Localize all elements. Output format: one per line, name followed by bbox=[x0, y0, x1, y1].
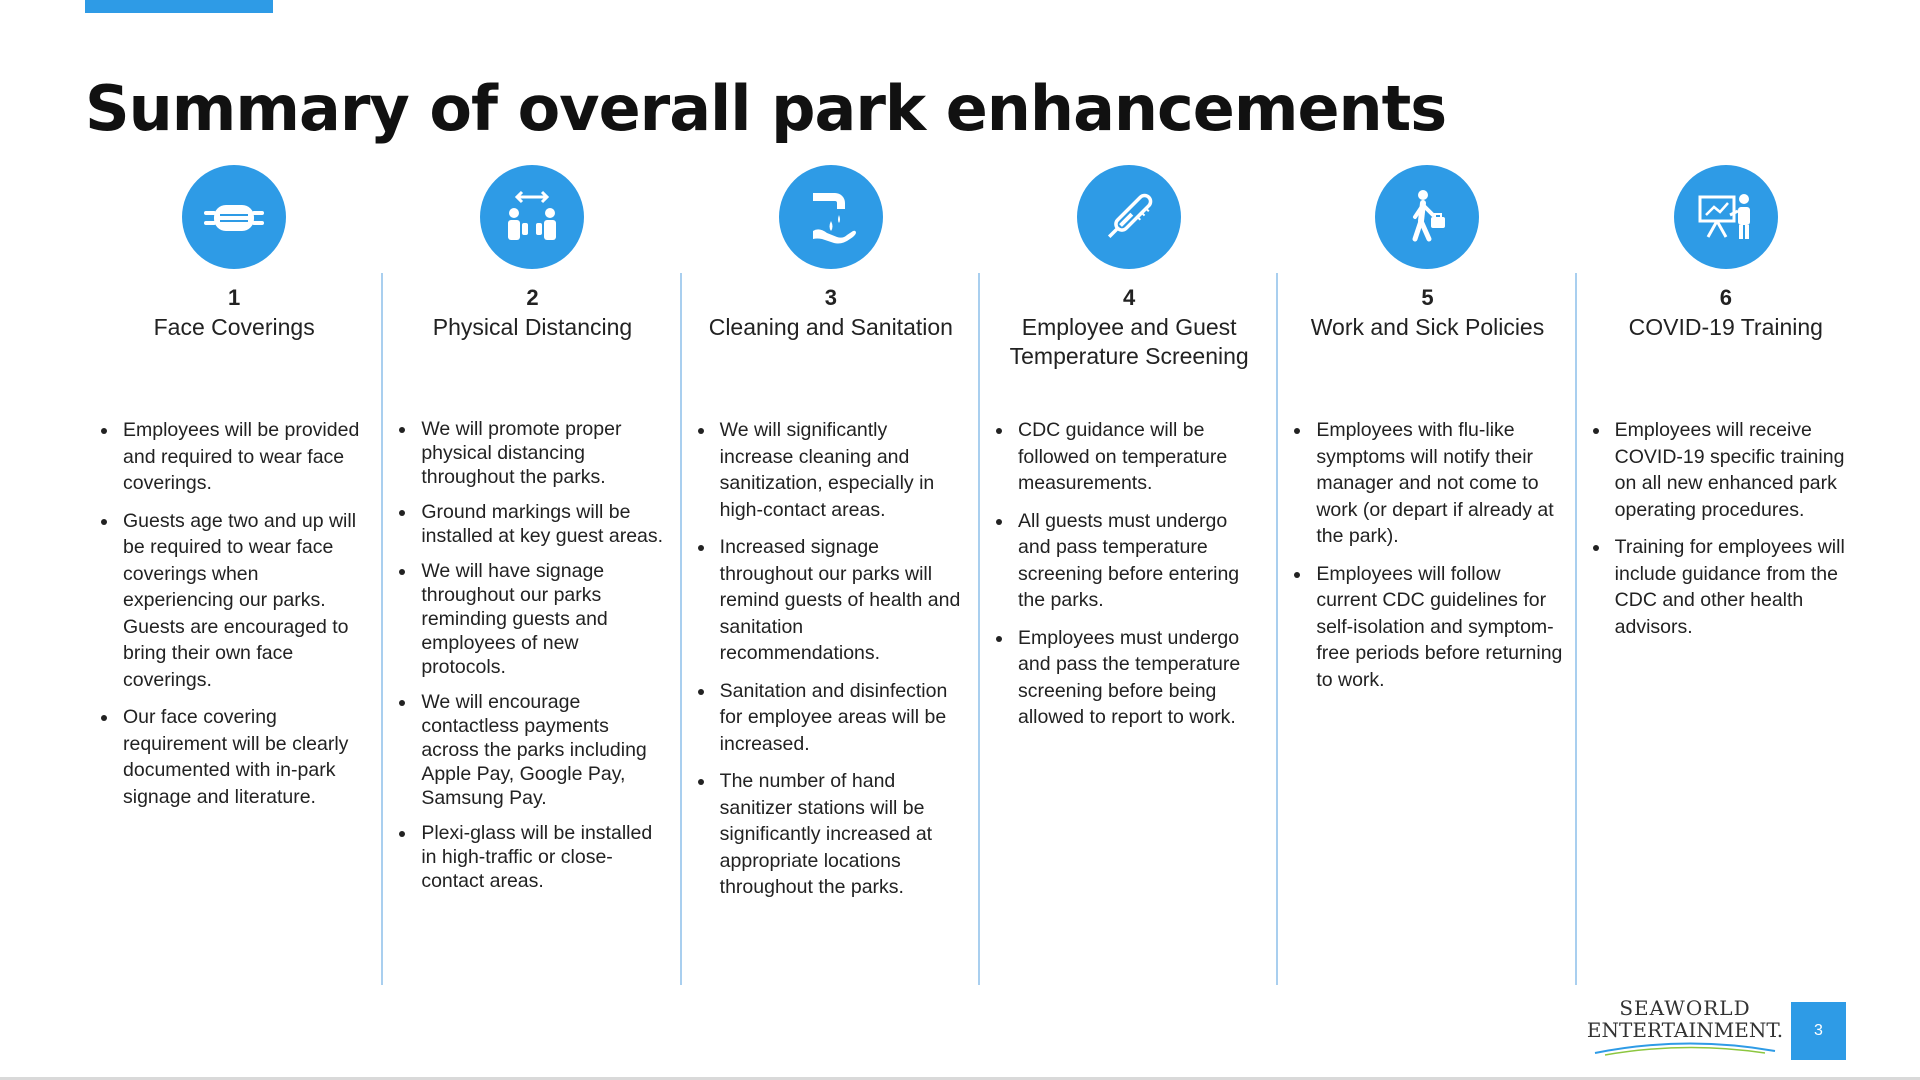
bullet-item: • Ground markings will be installed at key guest areas. bbox=[417, 500, 667, 548]
column-number: 2 bbox=[526, 285, 539, 310]
bullet-item: • Guests age two and up will be required to wear face coverings when experiencing our parks. Guests are encouraged to bring their own face coverings. bbox=[119, 508, 369, 694]
logo-swoosh bbox=[1585, 1037, 1785, 1057]
thermometer-icon bbox=[1077, 165, 1181, 269]
column-number: 3 bbox=[824, 285, 837, 310]
bullet-item: • All guests must undergo and pass temperature screening before entering the parks. bbox=[1014, 508, 1264, 614]
bullet-list bbox=[1292, 417, 1562, 693]
bullet-list bbox=[99, 417, 369, 810]
physical-distancing-icon bbox=[480, 165, 584, 269]
column-number: 1 bbox=[228, 285, 241, 310]
column-number: 6 bbox=[1719, 285, 1732, 310]
bullet-item: • Our face covering requirement will be clearly documented with in-park signage and literature. bbox=[119, 704, 369, 810]
bullet-item: • The number of hand sanitizer stations will be significantly increased at appropriate locations throughout the parks. bbox=[716, 768, 966, 901]
bullet-item: • Sanitation and disinfection for employee areas will be increased. bbox=[716, 678, 966, 758]
column-work-sick-policies bbox=[1278, 165, 1576, 985]
column-temperature-screening bbox=[980, 165, 1278, 985]
column-heading: Physical Distancing bbox=[432, 314, 633, 340]
column-face-coverings bbox=[85, 165, 383, 985]
enhancement-columns bbox=[85, 165, 1875, 985]
hand-washing-icon bbox=[779, 165, 883, 269]
column-number: 5 bbox=[1421, 285, 1434, 310]
column-covid-training bbox=[1577, 165, 1875, 985]
bullet-item: • We will promote proper physical distancing throughout the parks. bbox=[417, 417, 667, 489]
column-heading: Employee and Guest Temperature Screening bbox=[1009, 314, 1249, 369]
bullet-item: • Employees with flu-like symptoms will notify their manager and not come to work (or depart if already at the park). bbox=[1312, 417, 1562, 550]
seaworld-entertainment-logo bbox=[1585, 997, 1785, 1061]
bullet-item: • Increased signage throughout our parks will remind guests of health and sanitation recommendations. bbox=[716, 534, 966, 667]
worker-with-briefcase-icon bbox=[1375, 165, 1479, 269]
bullet-item: • We will have signage throughout our parks reminding guests and employees of new protocols. bbox=[417, 559, 667, 679]
bullet-item: • Employees will be provided and required to wear face coverings. bbox=[119, 417, 369, 497]
column-cleaning-sanitation bbox=[682, 165, 980, 985]
bullet-item: • We will significantly increase cleaning and sanitization, especially in high-contact areas. bbox=[716, 417, 966, 523]
face-mask-icon bbox=[182, 165, 286, 269]
top-accent-bar bbox=[85, 0, 273, 13]
column-heading: COVID-19 Training bbox=[1628, 314, 1823, 340]
page-title: Summary of overall park enhancements bbox=[85, 72, 1447, 145]
logo-line-2: ENTERTAINMENT. bbox=[1586, 1018, 1784, 1042]
column-heading: Work and Sick Policies bbox=[1310, 314, 1545, 340]
bullet-item: • Training for employees will include guidance from the CDC and other health advisors. bbox=[1611, 534, 1861, 640]
bullet-item: • CDC guidance will be followed on temperature measurements. bbox=[1014, 417, 1264, 497]
bullet-list bbox=[397, 417, 667, 893]
column-heading: Face Coverings bbox=[153, 314, 315, 340]
bullet-item: • Employees must undergo and pass the temperature screening before being allowed to report to work. bbox=[1014, 625, 1264, 731]
column-heading: Cleaning and Sanitation bbox=[708, 314, 953, 340]
bullet-list bbox=[994, 417, 1264, 731]
column-number: 4 bbox=[1123, 285, 1136, 310]
page-number: 3 bbox=[1791, 1002, 1846, 1060]
bullet-item: • We will encourage contactless payments across the parks including Apple Pay, Google Pay, Samsung Pay. bbox=[417, 690, 667, 810]
bullet-item: • Employees will follow current CDC guidelines for self-isolation and symptom-free periods before returning to work. bbox=[1312, 561, 1562, 694]
logo-line-1: SEAWORLD bbox=[1619, 996, 1751, 1020]
bullet-item: • Plexi-glass will be installed in high-traffic or close-contact areas. bbox=[417, 821, 667, 893]
bullet-list bbox=[1591, 417, 1861, 640]
column-physical-distancing bbox=[383, 165, 681, 985]
bullet-list bbox=[696, 417, 966, 901]
bullet-item: • Employees will receive COVID-19 specific training on all new enhanced park operating procedures. bbox=[1611, 417, 1861, 523]
presentation-training-icon bbox=[1674, 165, 1778, 269]
